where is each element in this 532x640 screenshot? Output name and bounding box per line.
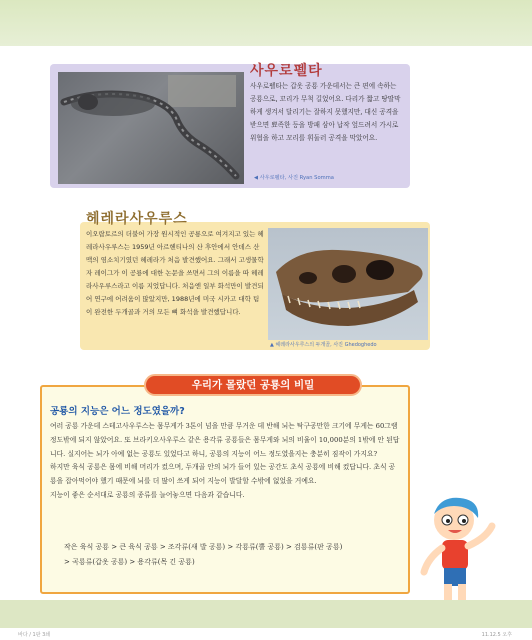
secret-banner: 우리가 몰랐던 공룡의 비밀 [144,374,362,396]
sauropelta-fossil-photo [58,72,244,184]
footer-right: 11.12.5 오후 [481,632,512,638]
secret-body [50,420,400,503]
herrerasaurus-title: 헤레라사우루스 [86,211,188,227]
print-footer [0,628,532,640]
herrerasaurus-skull-photo [268,228,428,340]
secret-paragraph: 하지만 육식 공룡은 몸에 비해 머리가 컸으며, 두개골 안의 뇌가 들어 있는 공간도 초식 공룡에 비해 컸답니다. 초식 공룡을 잡아먹어야 했기 때문에 뇌를 더 많이 쓰게 되어 지능이 발달할 수밖에 없었을 거예요. [50,463,396,486]
ranking-line: 작은 육식 공룡 > 큰 육식 공룡 > 조각류(새 발 공룡) > 각룡류(뿔 공룡) > 검룡류(판 공룡) [64,543,343,551]
cartoon-kid-illustration [410,492,500,612]
intelligence-question: 공룡의 지능은 어느 정도였을까? [50,406,185,417]
sauropelta-title: 사우로펠타 [250,63,323,79]
herrerasaurus-caption: ▲ 헤레라사우루스의 두개골, 사진 Ghedoghedo [270,342,377,348]
intelligence-ranking [64,540,384,570]
sauropelta-text: 사우로펠타는 갑옷 공룡 가운데서는 큰 편에 속하는 공룡으로, 꼬리가 무척 길었어요. 다리가 짧고 땅딸막하게 생겨서 달리기는 잘하지 못했지만, 대신 공격을 받으면 뾰족한 등을 방패 삼아 납작 엎드려서 가시로 위협을 하고 꼬리를 휘둘러 공격을 막았어요. [250,82,401,142]
sauropelta-caption: ◀ 사우로펠타, 사진 Ryan Somma [254,175,334,181]
top-band [0,0,532,46]
herrerasaurus-text: 이오랍토르의 더불어 가장 원시적인 공룡으로 여겨지고 있는 헤레라사우루스는 1959년 아르헨티나의 산 후안에서 안데스 산맥의 염소치기였던 헤레라가 처음 발견했어요. 그래서 고생물학자 레이그가 이 공룡에 대한 논문을 쓰면서 그의 이름을 따 헤레라사우루스라고 이름 지었답니다. 처음엔 일부 화석만이 발견되어 연구에 어려움이 많았지만, 1988년에 미국 시카고 대학 팀이 완전한 두개골과 거의 모든 뼈 화석을 발견했답니다. [86,230,264,316]
secret-paragraph: 여러 공룡 가운데 스테고사우루스는 몸무게가 3톤이 넘을 만큼 무거운 데 반해 뇌는 탁구공만한 크기에 무게는 60그램 정도밖에 되지 않았어요. 또 브라키오사우루스 같은 용각류 공룡들은 몸무게와 뇌의 비율이 10,000분의 1밖에 안 된답니다. 실지어는 뇌가 아예 없는 공룡도 있었다고 하니, 공룡의 지능이 어느 정도였을지는 충분히 짐작이 가지요? [50,422,400,458]
secret-paragraph: 지능이 좋은 순서대로 공룡의 종류를 늘어놓으면 다음과 같습니다. [50,490,245,499]
ranking-line: > 곡룡류(갑옷 공룡) > 용각류(목 긴 공룡) [64,558,195,566]
bottom-band [0,600,532,628]
footer-left: 바다 / 1판 3쇄 [18,632,51,638]
